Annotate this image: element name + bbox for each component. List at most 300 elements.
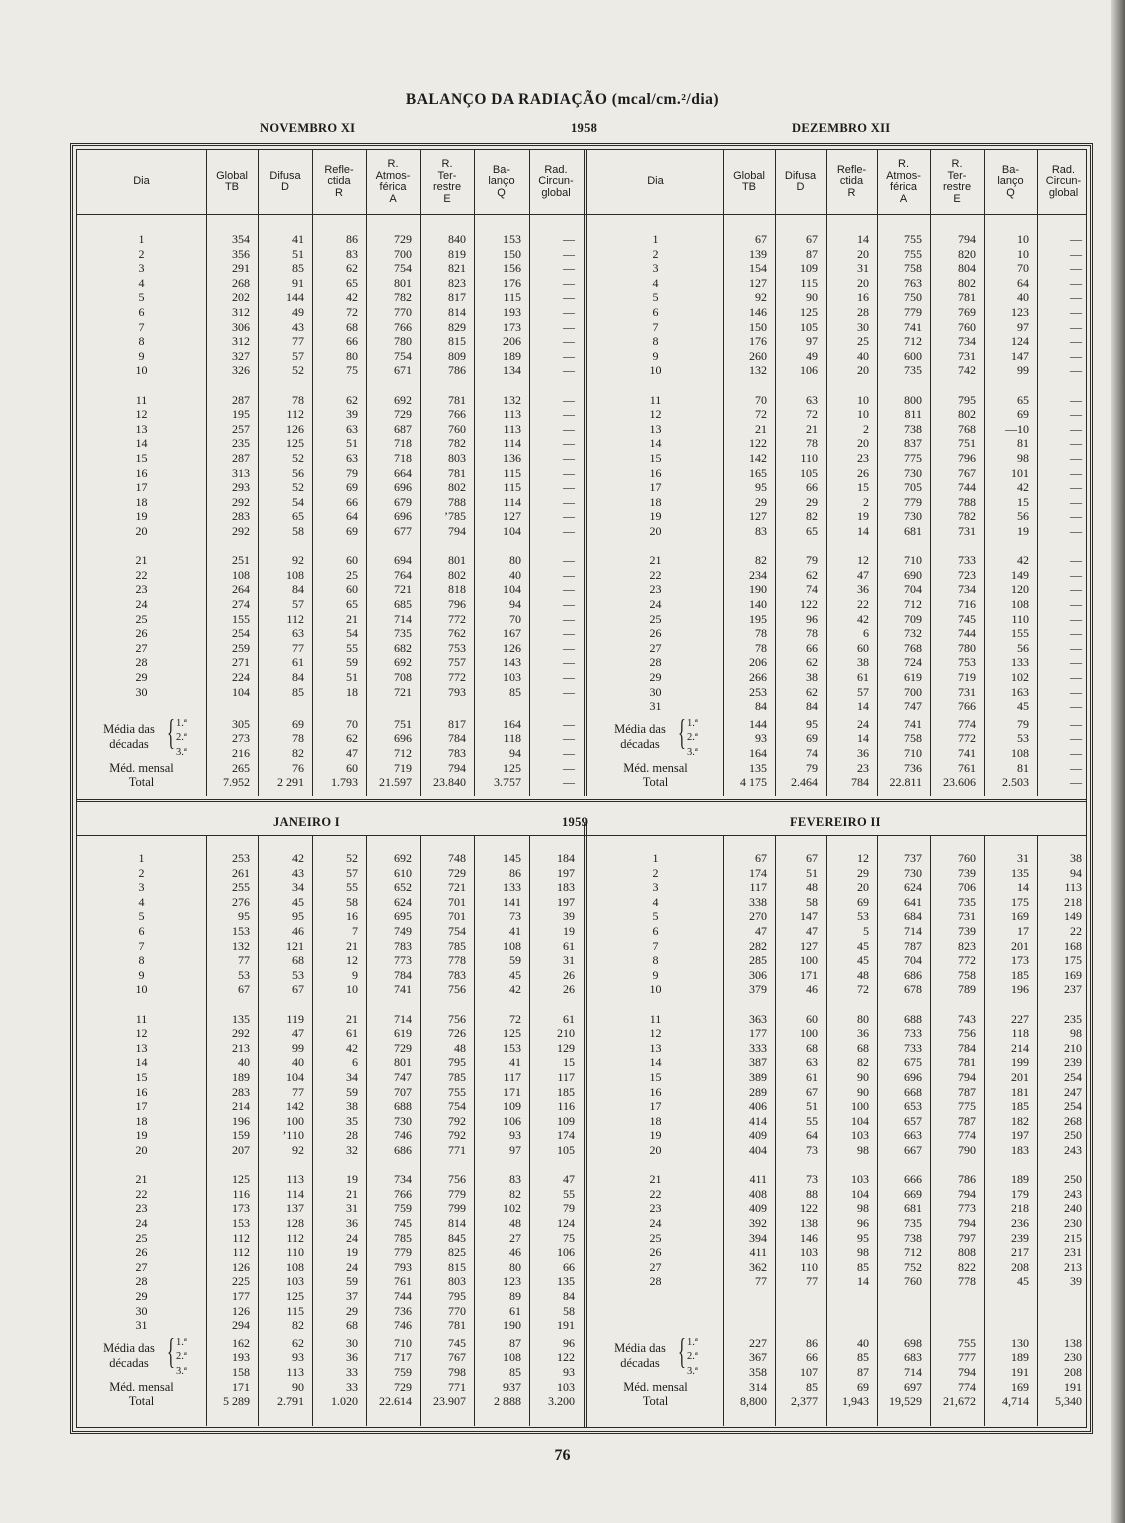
nov-cell: 23 (135, 582, 148, 597)
jan-cell: 42 (509, 982, 521, 997)
jan-cell: 61 (509, 1303, 521, 1318)
jan-cell: 135 (557, 1274, 575, 1289)
dez-cell: 124 (1011, 334, 1029, 349)
fev-cell: 669 (904, 1186, 922, 1201)
fev-dec-cell: 130 (1011, 1335, 1029, 1350)
dez-dec-cell: 164 (749, 746, 767, 760)
dez-cell: — (1070, 465, 1082, 480)
jan-cell: 108 (503, 938, 521, 953)
nov-cell: 313 (232, 465, 250, 480)
dez-cell: 719 (958, 670, 976, 684)
jan-mensal-cell: 33 (346, 1379, 358, 1394)
fev-cell: 392 (749, 1216, 767, 1230)
fev-cell: 64 (806, 1128, 818, 1143)
fev-cell: 270 (749, 909, 767, 924)
nov-cell: 69 (346, 524, 358, 538)
fev-label-media: Média das (614, 1340, 666, 1355)
fev-cell: 733 (904, 1026, 922, 1041)
dez-header-7: Rad. Circun- global (1045, 163, 1082, 199)
jan-cell: 6 (138, 924, 145, 938)
nov-cell: — (563, 597, 575, 611)
jan-cell: 749 (394, 924, 412, 938)
nov-cell: 85 (292, 261, 304, 276)
jan-cell: 24 (346, 1259, 358, 1274)
dez-cell: 163 (1011, 684, 1029, 699)
dez-cell: 716 (958, 597, 976, 611)
nov-label-mensal: Méd. mensal (109, 760, 174, 775)
nov-mensal-cell: 265 (232, 760, 250, 775)
nov-cell: 27 (135, 640, 148, 655)
dez-cell: 122 (800, 597, 818, 611)
dez-cell: 42 (1017, 480, 1029, 495)
fev-cell: 14 (1017, 880, 1029, 895)
jan-cell: 745 (394, 1216, 412, 1230)
jan-cell: 24 (135, 1216, 148, 1230)
dez-cell: 811 (904, 407, 922, 422)
jan-cell: 61 (346, 1026, 358, 1041)
jan-cell: 624 (394, 894, 412, 909)
dez-cell: 102 (1011, 670, 1029, 684)
fev-cell: 306 (749, 967, 767, 982)
jan-cell: 11 (135, 1011, 148, 1026)
dez-cell: 127 (749, 509, 767, 524)
nov-cell: — (563, 465, 575, 480)
nov-cell: 65 (346, 275, 358, 290)
dez-cell: 15 (1017, 494, 1029, 509)
nov-cell: 189 (503, 348, 521, 363)
dez-cell: 82 (806, 509, 818, 524)
nov-cell: 155 (232, 611, 250, 626)
nov-cell: 104 (503, 524, 521, 538)
jan-mensal-cell: 729 (394, 1379, 412, 1394)
jan-dec2: 2.ª (176, 1351, 187, 1363)
dez-cell: 22 (857, 597, 869, 611)
jan-cell: 55 (346, 880, 358, 895)
fev-cell: 179 (1011, 1186, 1029, 1201)
jan-cell: 77 (238, 953, 250, 968)
dez-brace: { (678, 711, 686, 752)
nov-cell: 72 (346, 305, 358, 319)
fev-mensal-cell: 69 (857, 1379, 869, 1394)
jan-dec-cell: 717 (394, 1350, 412, 1365)
jan-cell: 58 (563, 1303, 575, 1318)
dez-cell: 758 (904, 261, 922, 276)
jan-cell: 53 (292, 967, 304, 982)
dez-cell: 768 (958, 421, 976, 436)
fev-cell: 254 (1064, 1070, 1082, 1084)
fev-cell: 146 (800, 1230, 818, 1245)
dez-cell: 755 (904, 246, 922, 261)
dez-cell: 87 (806, 246, 818, 261)
fev-cell: 808 (958, 1245, 976, 1260)
fev-cell: 411 (749, 1172, 767, 1187)
dez-cell: — (1070, 509, 1082, 524)
jan-cell: 97 (509, 1143, 521, 1157)
nov-cell: 40 (509, 567, 521, 582)
dez-cell: 10 (857, 407, 869, 422)
fev-cell: 96 (857, 1216, 869, 1230)
dez-cell: 10 (1017, 232, 1029, 246)
dez-mensal-cell: — (1070, 760, 1082, 775)
dez-cell: 734 (958, 582, 976, 597)
jan-mensal-cell: 771 (448, 1379, 466, 1394)
jan-cell: 39 (563, 909, 575, 924)
nov-cell: 92 (292, 553, 304, 568)
jan-cell: 17 (135, 1099, 148, 1114)
jan-cell: 792 (448, 1128, 466, 1143)
jan-cell: 6 (352, 1055, 358, 1070)
dez-cell: — (1070, 319, 1082, 334)
jan-dec-cell: 158 (232, 1365, 250, 1379)
nov-cell: 7 (138, 319, 145, 334)
dez-cell: 60 (857, 640, 869, 655)
jan-cell: 86 (509, 865, 521, 880)
nov-cell: 66 (346, 494, 358, 509)
dez-cell: 744 (958, 626, 976, 641)
dez-mensal-cell: 736 (904, 760, 922, 775)
jan-cell: 73 (509, 909, 521, 924)
fev-cell: 787 (904, 938, 922, 953)
dez-dec-cell: 108 (1011, 746, 1029, 760)
nov-cell: 12 (135, 407, 148, 422)
jan-cell: 255 (232, 880, 250, 895)
nov-cell: 156 (503, 261, 521, 276)
jan-cell: 135 (232, 1011, 250, 1026)
nov-cell: 809 (448, 348, 466, 363)
fev-cell: 737 (904, 851, 922, 865)
jan-dec-cell: 85 (509, 1365, 521, 1379)
fev-cell: 185 (1011, 967, 1029, 982)
fev-dec-cell: 230 (1064, 1350, 1082, 1365)
fev-cell: 95 (857, 1230, 869, 1245)
jan-cell: 686 (394, 1143, 412, 1157)
fev-cell: 823 (958, 938, 976, 953)
nov-cell: 167 (503, 626, 521, 641)
dez-cell: 12 (649, 407, 662, 422)
jan-total-cell: 23.907 (433, 1394, 466, 1409)
jan-cell: 779 (394, 1245, 412, 1260)
nov-dec3: 3.ª (176, 747, 187, 758)
jan-label-media: Média das (103, 1340, 155, 1355)
fev-cell: 733 (904, 1040, 922, 1055)
dez-cell: 49 (806, 348, 818, 363)
fev-cell: 210 (1064, 1040, 1082, 1055)
nov-cell: 760 (448, 421, 466, 436)
nov-mensal-cell: — (563, 760, 575, 775)
fev-cell: 414 (749, 1113, 767, 1128)
jan-cell: 21 (346, 1186, 358, 1201)
dez-cell: 234 (749, 567, 767, 582)
nov-cell: 664 (394, 465, 412, 480)
fev-dec-cell: 358 (749, 1365, 767, 1379)
dez-header-4: R. Atmos- férica A (886, 158, 921, 205)
jan-cell: 141 (503, 894, 521, 909)
dez-cell: 65 (1017, 392, 1029, 407)
fev-cell: 772 (958, 953, 976, 968)
jan-cell: 89 (509, 1289, 521, 1303)
jan-cell: 729 (394, 1040, 412, 1055)
nov-cell: — (563, 626, 575, 641)
nov-label-media: Média das (103, 721, 155, 736)
fev-cell: 17 (1017, 924, 1029, 938)
nov-cell: 283 (232, 509, 250, 524)
nov-dec-cell: — (563, 716, 575, 731)
nov-cell: 25 (135, 611, 148, 626)
dez-cell: 10 (649, 363, 662, 378)
jan-cell: 29 (135, 1289, 148, 1303)
jan-cell: 784 (394, 967, 412, 982)
dez-cell: 45 (1017, 699, 1029, 714)
dez-header-5: R. Ter- restre E (942, 158, 972, 205)
fev-cell: 104 (851, 1113, 869, 1128)
jan-cell: 692 (394, 851, 412, 865)
jan-cell: 19 (563, 924, 575, 938)
dez-cell: — (1070, 699, 1082, 714)
fev-cell: 239 (1064, 1055, 1082, 1070)
jan-mensal-cell: 90 (292, 1379, 304, 1394)
fev-cell: 117 (749, 880, 767, 895)
dez-total-cell: 2.464 (791, 775, 818, 790)
nov-cell: 793 (448, 684, 466, 699)
dez-cell: 731 (958, 684, 976, 699)
fev-cell: 19 (649, 1128, 662, 1143)
fev-cell: 100 (800, 953, 818, 968)
jan-cell: 276 (232, 894, 250, 909)
jan-cell: 10 (346, 982, 358, 997)
dez-cell: 149 (1011, 567, 1029, 582)
fev-dec-cell: 107 (800, 1365, 818, 1379)
fev-cell: 16 (649, 1084, 662, 1099)
fev-cell: 94 (1070, 865, 1082, 880)
fev-cell: 10 (649, 982, 662, 997)
nov-header-4: R. Atmos- férica A (375, 158, 411, 205)
nov-cell: 714 (394, 611, 412, 626)
jan-total-cell: 1.020 (331, 1394, 358, 1409)
fev-cell: 213 (1064, 1259, 1082, 1274)
fev-cell: 67 (755, 851, 767, 865)
nov-total-cell: 7.952 (223, 775, 250, 790)
fev-cell: 387 (749, 1055, 767, 1070)
fev-cell: 12 (857, 851, 869, 865)
dez-cell: — (1070, 655, 1082, 670)
fev-cell: 735 (904, 1216, 922, 1230)
dez-header-1: Global TB (733, 169, 765, 193)
fev-cell: 243 (1064, 1143, 1082, 1157)
fev-cell: 641 (904, 894, 922, 909)
nov-cell: 15 (135, 451, 148, 465)
nov-cell: 56 (292, 465, 304, 480)
dez-dec-cell: — (1070, 731, 1082, 746)
fev-cell: 237 (1064, 982, 1082, 997)
dez-cell: 22 (649, 567, 662, 582)
nov-cell: 42 (346, 290, 358, 305)
nov-cell: 115 (503, 290, 521, 305)
nov-cell: 764 (394, 567, 412, 582)
jan-total-cell: 5 289 (223, 1394, 250, 1409)
fev-dec-cell: 794 (958, 1365, 976, 1379)
jan-cell: 99 (292, 1040, 304, 1055)
dez-cell: 79 (806, 553, 818, 568)
fev-mensal-cell: 774 (958, 1379, 976, 1394)
jan-dec-cell: 93 (563, 1365, 575, 1379)
header-underline-bottom (77, 835, 1087, 836)
dez-cell: 742 (958, 363, 976, 378)
nov-cell: 708 (394, 670, 412, 684)
nov-cell: 801 (448, 553, 466, 568)
nov-cell: 700 (394, 246, 412, 261)
fev-cell: 657 (904, 1113, 922, 1128)
nov-cell: 63 (346, 451, 358, 465)
jan-cell: 701 (448, 909, 466, 924)
dez-cell: 82 (755, 553, 767, 568)
nov-cell: 251 (232, 553, 250, 568)
fev-cell: 215 (1064, 1230, 1082, 1245)
fev-cell: 175 (1064, 953, 1082, 968)
jan-cell: 40 (238, 1055, 250, 1070)
nov-cell: 108 (286, 567, 304, 582)
nov-cell: 28 (135, 655, 148, 670)
fev-cell: 201 (1011, 1070, 1029, 1084)
dez-cell: — (1070, 553, 1082, 568)
dez-cell: 690 (904, 567, 922, 582)
nov-cell: 51 (346, 670, 358, 684)
jan-cell: 55 (563, 1186, 575, 1201)
fev-total-cell: 2,377 (791, 1394, 818, 1409)
jan-cell: 79 (563, 1201, 575, 1216)
fev-cell: 739 (958, 865, 976, 880)
nov-cell: 63 (292, 626, 304, 641)
jan-cell: 292 (232, 1026, 250, 1041)
fev-cell: 103 (851, 1172, 869, 1187)
fev-cell: 31 (1017, 851, 1029, 865)
nov-cell: 772 (448, 670, 466, 684)
fev-cell: 98 (1070, 1026, 1082, 1041)
page-number: 76 (554, 1447, 571, 1464)
fev-cell: 5 (652, 909, 659, 924)
jan-cell: 114 (286, 1186, 304, 1201)
nov-cell: 721 (394, 582, 412, 597)
fev-dec-cell: 138 (1064, 1335, 1082, 1350)
jan-total-cell: 22.614 (379, 1394, 412, 1409)
fev-cell: 98 (857, 1201, 869, 1216)
nov-cell: 692 (394, 392, 412, 407)
dez-cell: 56 (1017, 509, 1029, 524)
nov-cell: 829 (448, 319, 466, 334)
fev-cell: 90 (857, 1084, 869, 1099)
jan-dec-cell: 193 (232, 1350, 250, 1365)
nov-cell: 69 (346, 480, 358, 495)
nov-header-3: Refle- ctida R (324, 163, 354, 199)
nov-cell: 64 (346, 509, 358, 524)
dez-cell: 16 (649, 465, 662, 480)
jan-cell: 125 (232, 1172, 250, 1187)
fev-total-cell: 21,672 (943, 1394, 976, 1409)
dez-cell: 779 (904, 305, 922, 319)
fev-cell: 214 (1011, 1040, 1029, 1055)
nov-cell: 292 (232, 524, 250, 538)
jan-cell: 113 (286, 1172, 304, 1187)
jan-cell: 20 (135, 1143, 148, 1157)
dez-cell: 108 (1011, 597, 1029, 611)
dez-cell: 61 (857, 670, 869, 684)
jan-cell: 761 (394, 1274, 412, 1289)
nov-cell: 127 (503, 509, 521, 524)
jan-cell: 46 (509, 1245, 521, 1260)
dez-cell: 781 (958, 290, 976, 305)
dez-cell: 40 (857, 348, 869, 363)
fev-cell: 20 (857, 880, 869, 895)
dez-cell: 23 (857, 451, 869, 465)
nov-cell: 840 (448, 232, 466, 246)
fev-dec1: 1.ª (687, 1336, 698, 1348)
jan-cell: 688 (394, 1099, 412, 1114)
jan-cell: 153 (232, 1216, 250, 1230)
jan-cell: 48 (454, 1040, 466, 1055)
nov-dec-cell: 216 (232, 746, 250, 760)
jan-dec-cell: 113 (286, 1365, 304, 1379)
jan-mensal-cell: 103 (557, 1379, 575, 1394)
nov-total-cell: 21.597 (379, 775, 412, 790)
dez-cell: 7 (652, 319, 659, 334)
nov-cell: 264 (232, 582, 250, 597)
dez-cell: 14 (649, 436, 662, 451)
jan-cell: 40 (292, 1055, 304, 1070)
fev-cell: 787 (958, 1113, 976, 1128)
jan-cell: 31 (135, 1318, 148, 1333)
fev-cell: 8 (652, 953, 659, 968)
fev-cell: 404 (749, 1143, 767, 1157)
dez-cell: 15 (649, 451, 662, 465)
jan-cell: 61 (563, 1011, 575, 1026)
jan-cell: 36 (346, 1216, 358, 1230)
dez-cell: 744 (958, 480, 976, 495)
dez-cell: 723 (958, 567, 976, 582)
nov-cell: 287 (232, 451, 250, 465)
dez-cell: — (1070, 290, 1082, 305)
fev-cell: 735 (958, 894, 976, 909)
half-divider-top (584, 150, 587, 796)
dez-cell: 154 (749, 261, 767, 276)
nov-cell: 65 (346, 597, 358, 611)
fev-cell: 98 (857, 1245, 869, 1260)
dez-cell: 795 (958, 392, 976, 407)
jan-cell: 26 (563, 967, 575, 982)
nov-cell: 4 (138, 275, 145, 290)
dez-dec2: 2.ª (687, 732, 698, 744)
nov-total-cell: — (563, 775, 575, 790)
fev-cell: 183 (1011, 1143, 1029, 1157)
fev-cell: 731 (958, 909, 976, 924)
jan-cell: 28 (346, 1128, 358, 1143)
dez-cell: 619 (904, 670, 922, 684)
fev-cell: 80 (857, 1011, 869, 1026)
jan-cell: 825 (448, 1245, 466, 1260)
fev-cell: 362 (749, 1259, 767, 1274)
jan-cell: 35 (346, 1113, 358, 1128)
jan-cell: 12 (346, 953, 358, 968)
dez-cell: — (1070, 640, 1082, 655)
fev-cell: 247 (1064, 1084, 1082, 1099)
jan-cell: 59 (509, 953, 521, 968)
fev-total-cell: 19,529 (889, 1394, 922, 1409)
nov-cell: — (563, 407, 575, 422)
dez-cell: 40 (1017, 290, 1029, 305)
nov-dec-cell: 69 (292, 716, 304, 731)
dez-cell: 5 (652, 290, 659, 305)
dez-cell: 29 (806, 494, 818, 509)
nov-cell: 18 (135, 494, 148, 509)
nov-cell: 75 (346, 363, 358, 378)
